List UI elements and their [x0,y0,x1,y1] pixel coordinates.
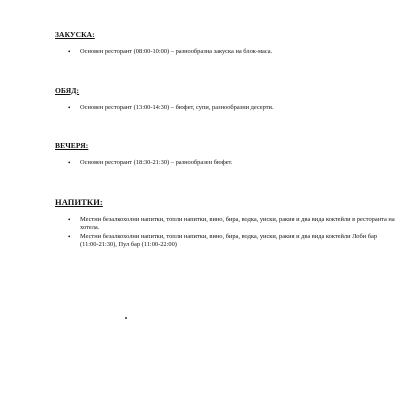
list-item: • Местни безалкохолни напитки, топли напитки, вино, бира, водка, уиски, ракия и два вида коктейли Лоби бар (11:00-21:30), Пул бар (11:00-22:00) [55,233,395,250]
item-list [55,104,395,112]
list-item: • Основен ресторант (08:00-10:00) – разнообразна закуска на блок-маса. [55,48,395,56]
section-heading: ВЕЧЕРЯ: [55,141,89,150]
item-list [55,216,395,250]
section-heading: ЗАКУСКА: [55,30,95,39]
scan-speck [125,317,127,319]
section-lunch [55,86,395,112]
section-dinner [55,141,395,167]
list-item: • Основен ресторант (18:30-21:30) – разнообразен бюфет. [55,159,395,167]
section-heading: НАПИТКИ: [55,197,103,207]
section-drinks [55,197,395,250]
item-list [55,159,395,167]
list-item: • Местни безалкохолни напитки, топли напитки, вино, бира, водка, уиски, ракия и два вида коктейли в ресторанта на хотела. [55,216,395,233]
section-breakfast [55,30,395,56]
item-list [55,48,395,56]
section-heading: ОБЯД: [55,86,80,95]
list-item: • Основен ресторант (13:00-14:30) – бюфет, супи, разнообразни десерти. [55,104,395,112]
